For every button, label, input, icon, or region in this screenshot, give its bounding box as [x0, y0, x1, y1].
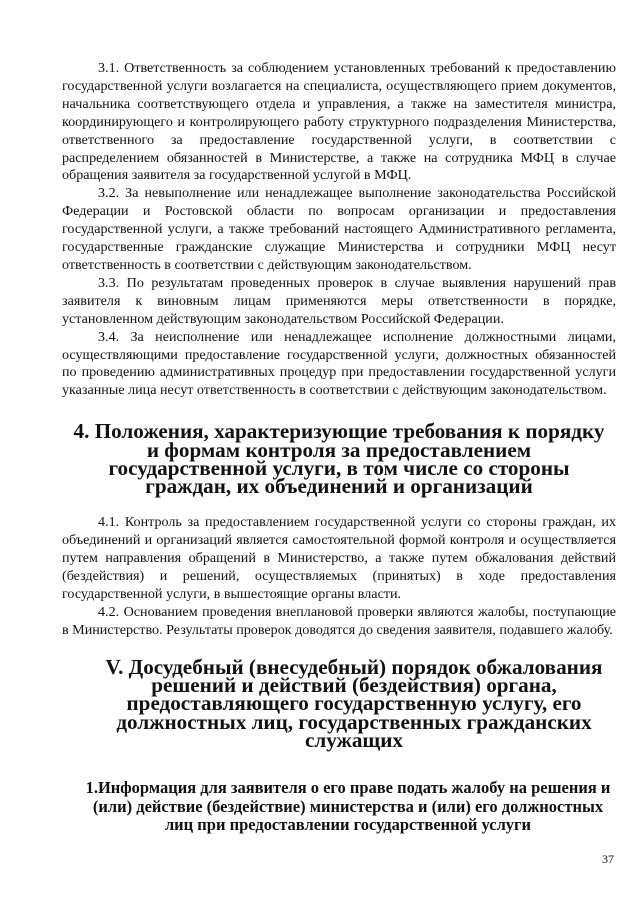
paragraph-3-4: 3.4. За неисполнение или ненадлежащее исполнение должностными лицами, осуществляющими предоставление государственной услуги, должностных обязанностей по проведению административных процедур при предоставлении государственной услуги указанные лица несут ответственность в соответствии с действующим законодательством.	[62, 328, 616, 399]
paragraph-3-1: 3.1. Ответственность за соблюдением установленных требований к предоставлению государственной услуги возлагается на специалиста, осуществляющего прием документов, начальника соответствующего отдела и управления, а также на заместителя министра, координирующего и контролирующего работу структурного подразделения Министерства, ответственного за предоставление государственной услуги, в соответствии с распределением обязанностей в Министерстве, а также на сотрудника МФЦ в случае обращения заявителя за государственной услугой в МФЦ.	[62, 60, 616, 184]
paragraph-3-3: 3.3. По результатам проведенных проверок в случае выявления нарушений прав заявителя к виновным лицам применяются меры ответственности в порядке, установленном действующим законодательством Российской Федерации.	[62, 274, 616, 327]
paragraph-4-2: 4.2. Основанием проведения внеплановой проверки являются жалобы, поступающие в Министерство. Результаты проверок доводятся до сведения заявителя, подавшего жалобу.	[62, 603, 616, 638]
paragraph-3-2: 3.2. За невыполнение или ненадлежащее выполнение законодательства Российской Федерации и Ростовской области по вопросам организации и предоставления государственной услуги, а также требований настоящего Административного регламента, государственные гражданские служащие Министерства и сотрудники МФЦ несут ответственность в соответствии с действующим законодательством.	[62, 185, 616, 273]
subsection-1-heading: 1.Информация для заявителя о его праве подать жалобу на решения и (или) действие (бездействие) министерства и (или) его должностных лиц при предоставлении государственной услуги	[85, 778, 611, 834]
section-v-heading: V. Досудебный (внесудебный) порядок обжалования решений и действий (бездействия) органа, предоставляющего государственную услугу, его должностных лиц, государственных гражданских служащих	[105, 654, 603, 752]
section-4-heading: 4. Положения, характеризующие требования к порядку и формам контроля за предоставлением государственной услуги, в том числе со стороны граждан, их объединений и организаций	[73, 419, 605, 499]
paragraph-4-1: 4.1. Контроль за предоставлением государственной услуги со стороны граждан, их объединений и организаций является самостоятельной формой контроля и осуществляется путем направления обращений в Министерство, а также путем обжалования действий (бездействия) и решений, осуществляемых (принятых) в ходе предоставления государственной услуги, в вышестоящие органы власти.	[62, 514, 616, 603]
page-number: 37	[602, 852, 614, 866]
